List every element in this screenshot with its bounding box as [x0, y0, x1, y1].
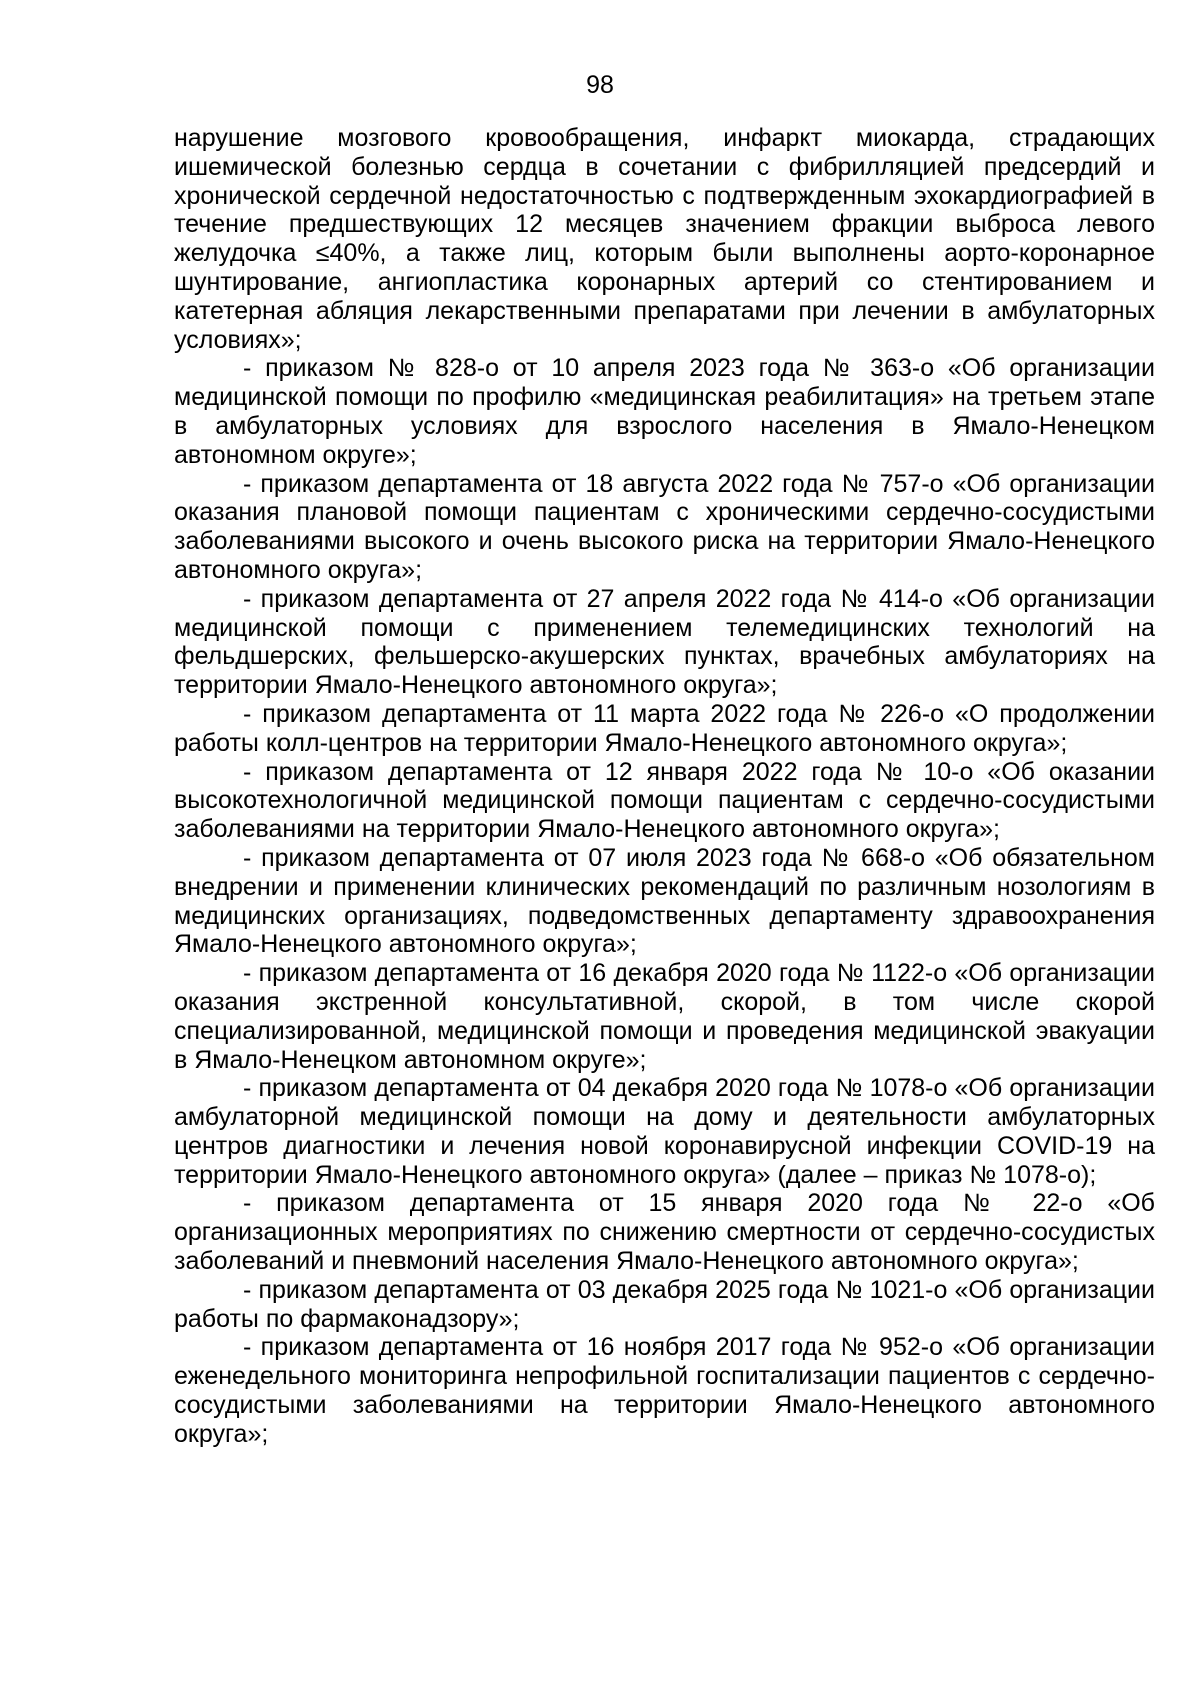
list-item-order-10: - приказом департамента от 12 января 2022 года № 10-о «Об оказании высокотехнологичной медицинской помощи пациентам с сердечно-сосудистыми заболеваниями на территории Ямало-Ненецкого автономного округа»; — [174, 757, 1155, 844]
list-item-order-226: - приказом департамента от 11 марта 2022 года № 226-о «О продолжении работы колл-центров на территории Ямало-Ненецкого автономного округа»; — [174, 699, 1155, 757]
list-item-order-1122: - приказом департамента от 16 декабря 2020 года № 1122-о «Об организации оказания экстренной консультативной, скорой, в том числе скорой специализированной, медицинской помощи и проведения медицинской эвакуации в Ямало-Ненецком автономном округе»; — [174, 959, 1155, 1074]
list-item-order-952: - приказом департамента от 16 ноября 2017 года № 952-о «Об организации еженедельного мониторинга непрофильной госпитализации пациентов с сердечно-сосудистыми заболеваниями на территории Ямало-Ненецкого автономного округа»; — [174, 1333, 1155, 1448]
list-item-order-757: - приказом департамента от 18 августа 2022 года № 757-о «Об организации оказания плановой помощи пациентам с хроническими сердечно-сосудистыми заболеваниями высокого и очень высокого риска на территории Ямало-Ненецкого автономного округа»; — [174, 469, 1155, 584]
paragraph-continuation: нарушение мозгового кровообращения, инфаркт миокарда, страдающих ишемической болезнью сердца в сочетании с фибрилляцией предсердий и хронической сердечной недостаточностью с подтвержденным эхокардиографией в течение предшествующих 12 месяцев значением фракции выброса левого желудочка ≤40%, а также лиц, которым были выполнены аорто-коронарное шунтирование, ангиопластика коронарных артерий со стентированием и катетерная абляция лекарственными препаратами при лечении в амбулаторных условиях»; — [174, 124, 1155, 354]
page-number: 98 — [586, 71, 614, 99]
list-item-order-414: - приказом департамента от 27 апреля 2022 года № 414-о «Об организации медицинской помощи с применением телемедицинских технологий на фельдшерских, фельшерско-акушерских пунктах, врачебных амбулаториях на территории Ямало-Ненецкого автономного округа»; — [174, 584, 1155, 700]
list-item-order-828: - приказом № 828-о от 10 апреля 2023 года № 363-о «Об организации медицинской помощи по профилю «медицинская реабилитация» на третьем этапе в амбулаторных условиях для взрослого населения в Ямало-Ненецком автономном округе»; — [174, 354, 1155, 469]
list-item-order-22: - приказом департамента от 15 января 2020 года № 22-о «Об организационных мероприятиях по снижению смертности от сердечно-сосудистых заболеваний и пневмоний населения Ямало-Ненецкого автономного округа»; — [174, 1189, 1155, 1276]
list-item-order-1078: - приказом департамента от 04 декабря 2020 года № 1078-о «Об организации амбулаторной медицинской помощи на дому и деятельности амбулаторных центров диагностики и лечения новой коронавирусной инфекции COVID-19 на территории Ямало-Ненецкого автономного округа» (далее – приказ № 1078-о); — [174, 1074, 1155, 1189]
list-item-order-668: - приказом департамента от 07 июля 2023 года № 668-о «Об обязательном внедрении и применении клинических рекомендаций по различным нозологиям в медицинских организациях, подведомственных департаменту здравоохранения Ямало-Ненецкого автономного округа»; — [174, 843, 1155, 959]
document-body — [174, 124, 1155, 1449]
list-item-order-1021: - приказом департамента от 03 декабря 2025 года № 1021-о «Об организации работы по фармаконадзору»; — [174, 1275, 1155, 1333]
